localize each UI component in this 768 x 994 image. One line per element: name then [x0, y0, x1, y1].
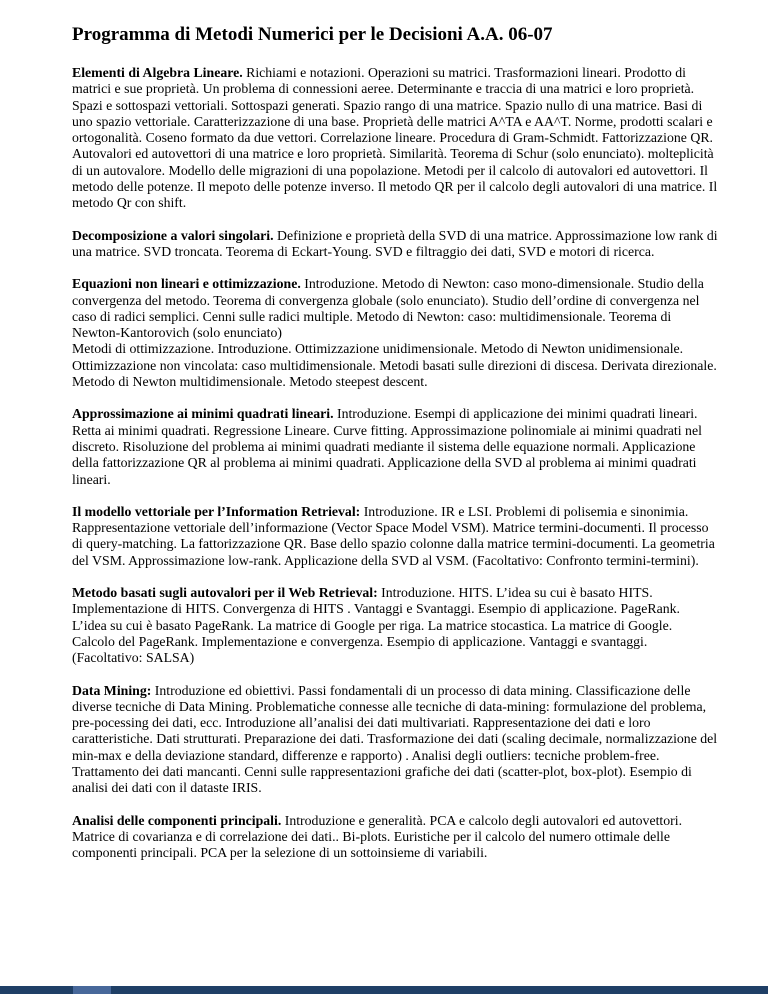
section-body: Definizione e proprietà della SVD di una matrice. Approssimazione low rank di una matrice. SVD troncata. Teorema di Eckart-Young. SVD e filtraggio dei dati, SVD e motori di ricerca.: [72, 227, 718, 259]
section-body-continued: Metodi di ottimizzazione. Introduzione. Ottimizzazione unidimensionale. Metodo di Newton unidimensionale. Ottimizzazione non vincolata: caso multidimensionale. Metodi basati sulle direzioni di discesa. Derivata direzionale. Metodo di Newton multidimensionale. Metodo steepest descent.: [72, 341, 717, 390]
section-metodi-autovalori-web-retrieval: [72, 585, 718, 666]
section-body: Introduzione e generalità. PCA e calcolo degli autovalori ed autovettori. Matrice di covarianza e di correlazione dei dati.. Bi-plots. Euristiche per il calcolo del numero ottimale delle componenti principali. PCA per la selezione di un sottoinsieme di variabili.: [72, 812, 683, 861]
section-body: Introduzione. Metodo di Newton: caso mono-dimensionale. Studio della convergenza del metodo. Teorema di convergenza globale (solo enunciato). Studio dell’ordine di convergenza nel caso di radici semplici. Cenni sulle radici multiple. Metodo di Newton: caso: multidimensionale. Teorema di Newton-Kantorovich (solo enunciato): [72, 276, 704, 341]
section-approssimazione-minimi-quadrati: [72, 406, 718, 487]
section-modello-vettoriale-ir: [72, 504, 718, 569]
section-elementi-algebra-lineare: [72, 65, 718, 212]
section-heading: Decomposizione a valori singolari.: [72, 227, 274, 243]
section-heading: Analisi delle componenti principali.: [72, 812, 282, 828]
section-body: Introduzione. Esempi di applicazione dei minimi quadrati lineari. Retta ai minimi quadrati. Regressione Lineare. Curve fitting. Approssimazione polinomiale ai minimi quadrati nel discreto. Risoluzione del problema ai minimi quadrati mediante il sistema delle equazione normali. Applicazione della fattorizzazione QR al problema ai minimi quadrati. Applicazione della SVD al problema ai minimi quadrati lineari.: [72, 406, 702, 487]
section-heading: Il modello vettoriale per l’Information Retrieval:: [72, 503, 361, 519]
section-body: Introduzione ed obiettivi. Passi fondamentali di un processo di data mining. Classificazione delle diverse tecniche di Data Mining. Problematiche connesse alle tecniche di data-mining: formulazione del problema, pre-pocessing dei dati, ecc. Introduzione all’analisi dei dati multivariati. Rappresentazione dei dati e loro caratteristiche. Dati strutturati. Preparazione dei dati. Trasformazione dei dati (scaling decimale, normalizzazione del min-max e della deviazione standard, differenze e rapporto) . Analisi degli outliers: tecniche problem-free. Trattamento dei dati mancanti. Cenni sulle rappresentazioni grafiche dei dati (scatter-plot, box-plot). Esempio di analisi dei dati con il dataste IRIS.: [72, 682, 718, 796]
section-heading: Data Mining:: [72, 682, 152, 698]
taskbar-button-sliver[interactable]: [73, 986, 111, 994]
section-heading: Equazioni non lineari e ottimizzazione.: [72, 276, 301, 292]
section-heading: Approssimazione ai minimi quadrati lineari.: [72, 406, 334, 422]
section-body: Richiami e notazioni. Operazioni su matrici. Trasformazioni lineari. Prodotto di matrici e sue proprietà. Un problema di connessioni aeree. Determinante e traccia di una matrici e loro proprietà. Spazi e sottospazi vettoriali. Sottospazi generati. Spazio rango di una matrice. Spazio nullo di una matrice. Basi di uno spazio vettoriale. Caratterizzazione di una base. Proprietà delle matrici A^TA e AA^T. Norme, prodotti scalari e ortogonalità. Coseno formato da due vettori. Correlazione lineare. Procedura di Gram-Schmidt. Fattorizzazione QR. Autovalori ed autovettori di una matrice e loro proprietà. Similarità. Teorema di Schur (solo enunciato). molteplicità di un autovalore. Modello delle migrazioni di una popolazione. Metodi per il calcolo di autovalori ed autovettori. Il metodo delle potenze. Il mepoto delle potenze inverso. Il metodo QR per il calcolo degli autovalori di una matrice. Il metodo Qr con shift.: [72, 65, 718, 211]
section-heading: Metodo basati sugli autovalori per il Web Retrieval:: [72, 585, 378, 601]
section-decomposizione-valori-singolari: [72, 228, 718, 261]
page-title: Programma di Metodi Numerici per le Decisioni A.A. 06-07: [72, 24, 553, 45]
section-heading: Elementi di Algebra Lineare.: [72, 65, 243, 80]
taskbar-sliver[interactable]: [0, 986, 768, 994]
section-body: Introduzione. HITS. L’idea su cui è basato HITS. Implementazione di HITS. Convergenza di HITS . Vantaggi e Svantaggi. Esempio di applicazione. PageRank. L’idea su cui è basato PageRank. La matrice di Google per riga. La matrice stocastica. La matrice di Google. Calcolo del PageRank. Implementazione e convergenza. Esempio di applicazione. Vantaggi e svantaggi. (Facoltativo: SALSA): [72, 585, 680, 666]
section-data-mining: [72, 683, 718, 797]
section-analisi-componenti-principali: [72, 813, 718, 862]
section-body: Introduzione. IR e LSI. Problemi di polisemia e sinonimia. Rappresentazione vettoriale dell’informazione (Vector Space Model VSM). Matrice termini-documenti. Il processo di query-matching. La fattorizzazione QR. Base dello spazio colonne dalla matrice termini-documenti. La geometria del VSM. Approssimazione low-rank. Applicazione della SVD al VSM. (Facoltativo: Confronto termini-termini).: [72, 503, 715, 568]
section-equazioni-non-lineari: [72, 276, 718, 390]
